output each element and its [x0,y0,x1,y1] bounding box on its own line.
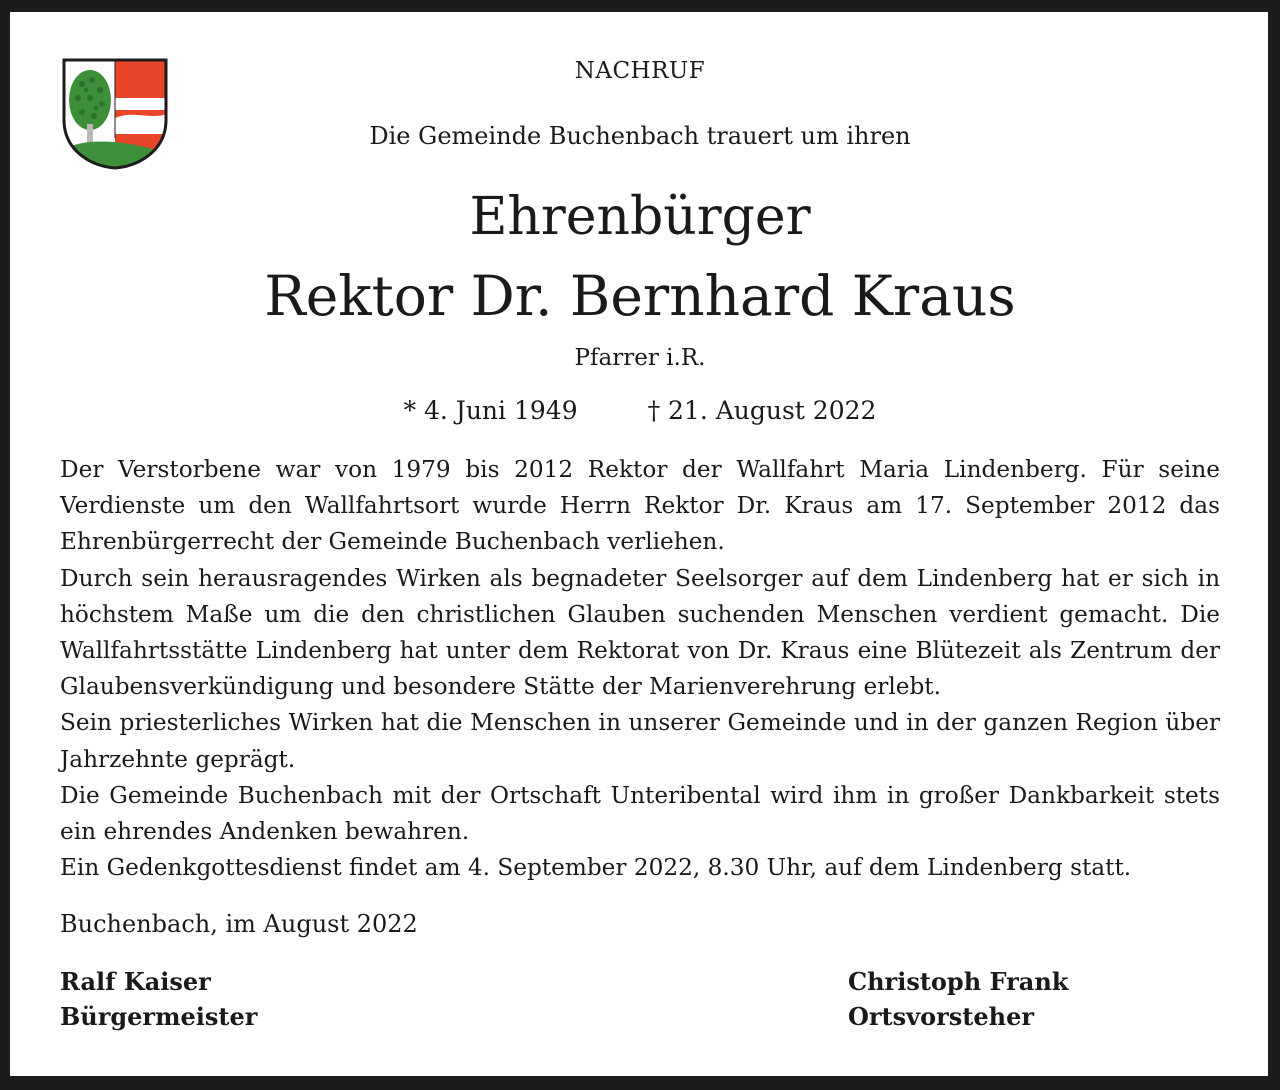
signatory-role: Ortsvorsteher [848,1002,1034,1031]
body-paragraph: Ein Gedenkgottesdienst findet am 4. September 2022, 8.30 Uhr, auf dem Lindenberg statt. [60,854,1132,882]
obituary-heading: NACHRUF [574,58,706,84]
obituary-body [60,452,1220,886]
signatory-local-chief [848,964,1068,1034]
honorary-citizen-title: Ehrenbürger [469,187,811,247]
place-and-date: Buchenbach, im August 2022 [60,910,418,938]
birth-date: * 4. Juni 1949 [403,396,578,425]
signatory-mayor [60,964,257,1034]
body-paragraph: Die Gemeinde Buchenbach mit der Ortschaft Unteribental wird ihm in großer Dankbarkeit stets ein ehrendes Andenken bewahren. [60,781,1220,846]
body-paragraph: Durch sein herausragendes Wirken als begnadeter Seelsorger auf dem Lindenberg hat er sich in höchstem Maße um die den christlichen Glauben suchenden Menschen verdient gemacht. Die Wallfahrtsstätte Lindenberg hat unter dem Rektorat von Dr. Kraus eine Blütezeit als Zentrum der Glaubensverkündigung und besondere Stätte der Marienverehrung erlebt. [60,564,1220,701]
body-paragraph: Der Verstorbene war von 1979 bis 2012 Rektor der Wallfahrt Maria Lindenberg. Für seine Verdienste um den Wallfahrtsort wurde Herrn Rektor Dr. Kraus am 17. September 2012 das Ehrenbürgerrecht der Gemeinde Buchenbach verliehen. [60,456,1220,556]
body-paragraph: Sein priesterliches Wirken hat die Menschen in unserer Gemeinde und in der ganzen Region über Jahrzehnte geprägt. [60,709,1220,773]
signatory-role: Bürgermeister [60,1002,258,1031]
signatory-name: Ralf Kaiser [60,967,211,996]
pastor-title: Pfarrer i.R. [574,345,706,371]
signatory-name: Christoph Frank [848,967,1069,996]
life-dates [0,396,1280,425]
deceased-name: Rektor Dr. Bernhard Kraus [264,264,1016,328]
mourning-statement: Die Gemeinde Buchenbach trauert um ihren [369,122,911,150]
death-date: † 21. August 2022 [647,396,877,425]
